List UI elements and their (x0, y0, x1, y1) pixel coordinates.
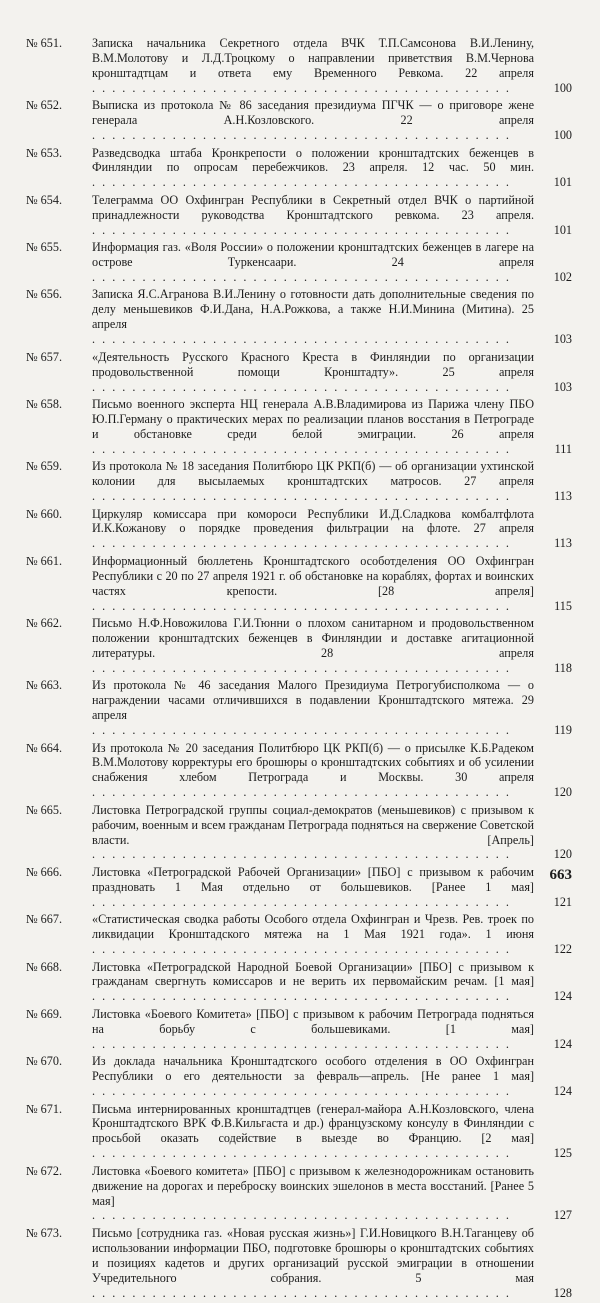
page-reference: 115 (554, 598, 572, 613)
leader-dots: . . . . . . . . . . . . . . . . . . . . . . . . . . . . . . . . . . . . . . . . . . (92, 1285, 511, 1300)
page-reference: 124 (553, 989, 572, 1004)
leader-dots: . . . . . . . . . . . . . . . . . . . . . . . . . . . . . . . . . . . . . . . . . . (92, 847, 511, 862)
toc-entry (26, 554, 572, 614)
toc-entry (26, 1226, 572, 1301)
document-number: № 652. (26, 98, 63, 113)
leader-dots: . . . . . . . . . . . . . . . . . . . . . . . . . . . . . . . . . . . . . . . . . . (92, 175, 511, 190)
document-title: Из протокола № 46 заседания Малого Президиума Петрогубисполкома — о награждении часами отличившихся в подавлении Кронштадтского мятежа. 29 апреля (92, 678, 534, 723)
leader-dots: . . . . . . . . . . . . . . . . . . . . . . . . . . . . . . . . . . . . . . . . . . (92, 942, 511, 957)
toc-entry (26, 287, 572, 347)
document-title: Листовка «Боевого Комитета» [ПБО] с призывом к рабочим Петрограда подняться на борьбу с большевиками. [1 мая] (92, 1006, 534, 1036)
document-title-wrap (92, 912, 540, 957)
document-title: Листовка «Боевого комитета» [ПБО] с призывом к железнодорожникам остановить движение на дорогах и переброску воинских эшелонов в места восстаний. [Ранее 5 мая] (92, 1163, 534, 1208)
leader-dots: . . . . . . . . . . . . . . . . . . . . . . . . . . . . . . . . . . . . . . . . . . (92, 128, 511, 143)
document-number: № 661. (26, 553, 63, 568)
document-title-wrap (92, 1007, 540, 1052)
toc-entry (26, 912, 572, 957)
table-of-contents (26, 36, 572, 1303)
document-title-wrap (92, 803, 540, 863)
document-title-wrap (92, 36, 540, 96)
leader-dots: . . . . . . . . . . . . . . . . . . . . . . . . . . . . . . . . . . . . . . . . . . (92, 660, 511, 675)
page-reference: 113 (554, 489, 572, 504)
document-title: Выписка из протокола № 86 заседания президиума ПГЧК — о приговоре жене генерала А.Н.Козловского. 22 апреля (92, 98, 534, 128)
page-reference: 124 (553, 1084, 572, 1098)
document-title-wrap (92, 287, 540, 347)
document-number: № 669. (26, 1006, 63, 1021)
document-number: № 672. (26, 1163, 63, 1178)
page-reference: 118 (554, 660, 572, 675)
toc-entry (26, 865, 572, 910)
leader-dots: . . . . . . . . . . . . . . . . . . . . . . . . . . . . . . . . . . . . . . . . . . (92, 332, 511, 347)
page-reference: 121 (553, 894, 572, 909)
document-title: «Статистическая сводка работы Особого отдела Охфингран и Чрезв. Рев. троек по ликвидации Кронштадского мятежа на 1 Мая 1921 года». 1 июня (92, 912, 534, 942)
toc-entry (26, 1164, 572, 1224)
document-title-wrap (92, 146, 540, 191)
page-reference: 103 (553, 379, 572, 394)
toc-entry (26, 36, 572, 96)
leader-dots: . . . . . . . . . . . . . . . . . . . . . . . . . . . . . . . . . . . . . . . . . . (92, 894, 511, 909)
document-title: Письма интернированных кронштадтцев (генерал-майора А.Н.Козловского, члена Кронштадтского ВРК Ф.В.Кильгаста и др.) французскому консулу в Финляндии с просьбой оказать содействие в выезде во Францию. [2 мая] (92, 1101, 534, 1146)
toc-entry (26, 1054, 572, 1099)
document-number: № 656. (26, 287, 63, 302)
document-title-wrap (92, 193, 540, 238)
document-number: № 655. (26, 240, 63, 255)
document-title: Из доклада начальника Кронштадтского особого отделения в ОО Охфингран Республики о его деятельности за февраль—апрель. [Не ранее 1 мая] (92, 1054, 534, 1084)
document-number: № 670. (26, 1054, 63, 1069)
document-number: № 657. (26, 349, 63, 364)
leader-dots: . . . . . . . . . . . . . . . . . . . . . . . . . . . . . . . . . . . . . . . . . . (92, 785, 511, 800)
leader-dots: . . . . . . . . . . . . . . . . . . . . . . . . . . . . . . . . . . . . . . . . . . (92, 1208, 511, 1223)
document-title: Листовка Петроградской группы социал-демократов (меньшевиков) с призывом к рабочим, военным и всем гражданам Петрограда подняться на свержение Советской власти. [Апрель] (92, 802, 534, 847)
toc-entry (26, 1102, 572, 1162)
toc-entry (26, 616, 572, 676)
toc-entry (26, 1007, 572, 1052)
document-title-wrap (92, 240, 540, 285)
toc-entry (26, 240, 572, 285)
document-number: № 667. (26, 912, 63, 927)
leader-dots: . . . . . . . . . . . . . . . . . . . . . . . . . . . . . . . . . . . . . . . . . . (92, 441, 511, 456)
leader-dots: . . . . . . . . . . . . . . . . . . . . . . . . . . . . . . . . . . . . . . . . . . (92, 80, 511, 95)
leader-dots: . . . . . . . . . . . . . . . . . . . . . . . . . . . . . . . . . . . . . . . . . . (92, 598, 511, 613)
leader-dots: . . . . . . . . . . . . . . . . . . . . . . . . . . . . . . . . . . . . . . . . . . (92, 989, 511, 1004)
document-number: № 665. (26, 802, 63, 817)
page-reference: 103 (553, 332, 572, 347)
page-reference: 120 (553, 847, 572, 862)
document-number: № 654. (26, 192, 63, 207)
leader-dots: . . . . . . . . . . . . . . . . . . . . . . . . . . . . . . . . . . . . . . . . . . (92, 222, 511, 237)
document-title: Информация газ. «Воля России» о положении кронштадтских беженцев в лагере на острове Туркенсаари. 24 апреля (92, 240, 534, 270)
document-title-wrap (92, 678, 540, 738)
page-reference: 125 (553, 1146, 572, 1161)
document-title-wrap (92, 741, 540, 801)
toc-entry (26, 678, 572, 738)
document-title-wrap (92, 1164, 540, 1224)
page-number: 663 (549, 867, 572, 883)
document-title-wrap (92, 459, 540, 504)
toc-entry (26, 397, 572, 457)
document-number: № 671. (26, 1101, 63, 1116)
page-reference: 128 (553, 1285, 572, 1300)
document-title: Листовка «Петроградской Народной Боевой Организации» [ПБО] с призывом к гражданам свергнуть комиссаров и не верить их первомайским речам. [1 мая] (92, 959, 534, 989)
toc-entry (26, 98, 572, 143)
page-reference: 101 (553, 222, 572, 237)
toc-entry (26, 803, 572, 863)
toc-entry (26, 507, 572, 552)
toc-entry (26, 350, 572, 395)
document-title: Письмо [сотрудника газ. «Новая русская жизнь»] Г.И.Новицкого В.Н.Таганцеву об использовании информации ПБО, подготовке брошюры о кронштадтских событиях и позициях кадетов и других организаций русской эмиграции в отношении Учредительного собрания. 5 мая (92, 1225, 534, 1285)
document-title: «Деятельность Русского Красного Креста в Финляндии по организации продовольственной помощи Кронштадту». 25 апреля (92, 349, 534, 379)
document-title: Письмо Н.Ф.Новожилова Г.И.Тюнни о плохом санитарном и продовольственном положении кронштадтских беженцев в Финляндии и доставке агитационной литературы. 28 апреля (92, 616, 534, 660)
page-reference: 124 (553, 1036, 572, 1051)
page-reference: 120 (553, 785, 572, 800)
document-number: № 664. (26, 740, 63, 755)
document-title-wrap (92, 1226, 540, 1301)
leader-dots: . . . . . . . . . . . . . . . . . . . . . . . . . . . . . . . . . . . . . . . . . . (92, 379, 511, 394)
page-reference: 100 (553, 80, 572, 95)
document-number: № 660. (26, 506, 63, 521)
leader-dots: . . . . . . . . . . . . . . . . . . . . . . . . . . . . . . . . . . . . . . . . . . (92, 536, 511, 551)
document-number: № 668. (26, 959, 63, 974)
document-title-wrap (92, 98, 540, 143)
document-title: Записка начальника Секретного отдела ВЧК Т.П.Самсонова В.И.Ленину, В.М.Молотову и Л.Д.Троцкому о направлении приветствия В.М.Чернова кронштадтцам и ответа ему Временного Ревкома. 22 апреля (92, 36, 534, 80)
document-title-wrap (92, 616, 540, 676)
document-title: Информационный бюллетень Кронштадтского особотделения ОО Охфингран Республики с 20 по 27 апреля 1921 г. об обстановке на кораблях, фортах и воинских частях крепости. [28 апреля] (92, 553, 534, 598)
document-title-wrap (92, 1102, 540, 1162)
page-reference: 101 (553, 175, 572, 190)
document-number: № 662. (26, 616, 63, 631)
document-number: № 659. (26, 459, 63, 474)
document-title: Письмо военного эксперта НЦ генерала А.В.Владимирова из Парижа члену ПБО Ю.П.Герману о практических мерах по реализации планов восстания в Петрограде и обстановке среди белой эмиграции. 26 апреля (92, 397, 534, 441)
document-number: № 663. (26, 678, 63, 693)
page-reference: 111 (554, 441, 572, 456)
document-title: Разведсводка штаба Кронкрепости о положении кронштадтских беженцев в Финляндии по опросам перебежчиков. 23 апреля. 12 час. 50 мин. (92, 145, 534, 175)
document-title-wrap (92, 960, 540, 1005)
document-title: Циркуляр комиссара при комороси Республики И.Д.Сладкова комбалтфлота И.К.Кожанову о порядке проведения фильтрации на флоте. 27 апреля (92, 506, 534, 536)
page-reference: 102 (553, 269, 572, 284)
leader-dots: . . . . . . . . . . . . . . . . . . . . . . . . . . . . . . . . . . . . . . . . . . (92, 1146, 511, 1161)
page-reference: 122 (553, 942, 572, 957)
document-title: Листовка «Петроградской Рабочей Организации» [ПБО] с призывом к рабочим праздновать 1 Мая отдельно от большевиков. [Ранее 1 мая] (92, 864, 534, 894)
leader-dots: . . . . . . . . . . . . . . . . . . . . . . . . . . . . . . . . . . . . . . . . . . (92, 489, 511, 504)
leader-dots: . . . . . . . . . . . . . . . . . . . . . . . . . . . . . . . . . . . . . . . . . . (92, 723, 511, 737)
page-reference: 100 (553, 128, 572, 143)
leader-dots: . . . . . . . . . . . . . . . . . . . . . . . . . . . . . . . . . . . . . . . . . . (92, 1036, 511, 1051)
page-reference: 113 (554, 536, 572, 551)
document-title-wrap (92, 350, 540, 395)
page-reference: 119 (554, 723, 572, 737)
document-title: Из протокола № 18 заседания Политбюро ЦК РКП(б) — об организации ухтинской колонии для высылаемых кронштадтских матросов. 27 апреля (92, 459, 534, 489)
toc-entry (26, 193, 572, 238)
document-title: Телеграмма ОО Охфингран Республики в Секретный отдел ВЧК о партийной принадлежности руководства Кронштадтского ревкома. 23 апреля. (92, 192, 534, 222)
document-number: № 673. (26, 1225, 63, 1240)
document-number: № 666. (26, 864, 63, 879)
leader-dots: . . . . . . . . . . . . . . . . . . . . . . . . . . . . . . . . . . . . . . . . . . (92, 1084, 511, 1098)
document-number: № 651. (26, 36, 63, 50)
document-title-wrap (92, 1054, 540, 1099)
leader-dots: . . . . . . . . . . . . . . . . . . . . . . . . . . . . . . . . . . . . . . . . . . (92, 269, 511, 284)
document-title: Записка Я.С.Агранова В.И.Ленину о готовности дать дополнительные сведения по делу меньшевиков Ф.И.Дана, Н.А.Рожкова, а также Н.И.Минина (Митина). 25 апреля (92, 287, 534, 332)
document-number: № 653. (26, 145, 63, 160)
toc-entry (26, 741, 572, 801)
document-title-wrap (92, 554, 540, 614)
toc-entry (26, 146, 572, 191)
toc-entry (26, 960, 572, 1005)
document-title-wrap (92, 507, 540, 552)
toc-entry (26, 459, 572, 504)
document-title-wrap (92, 397, 540, 457)
document-number: № 658. (26, 397, 63, 411)
document-title-wrap (92, 865, 540, 910)
document-title: Из протокола № 20 заседания Политбюро ЦК РКП(б) — о присылке К.Б.Радеком В.М.Молотову корректуры его брошюры о кронштадтских событиях и об усилении снабжения хлебом Петрограда и Москвы. 30 апреля (92, 740, 534, 785)
page-reference: 127 (553, 1208, 572, 1223)
